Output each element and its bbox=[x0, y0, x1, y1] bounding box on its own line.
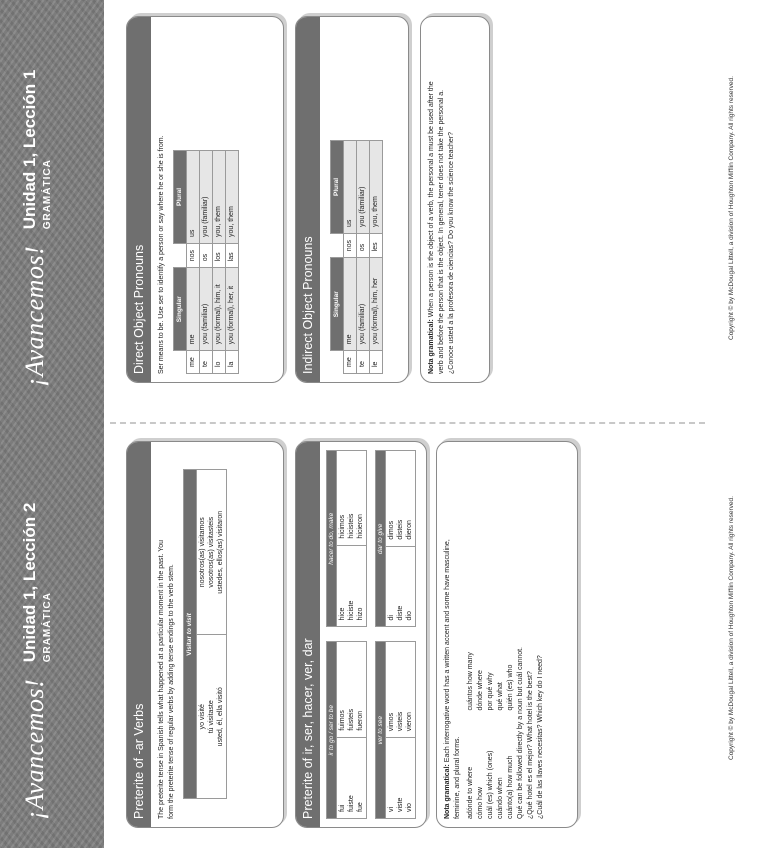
dar-plur-2: disteis bbox=[397, 519, 404, 540]
direct-object-table bbox=[173, 150, 239, 374]
io-s-2: te bbox=[357, 351, 370, 374]
word-2: cómo how bbox=[477, 787, 484, 819]
visitar-verb: Visitar bbox=[186, 636, 193, 656]
do-pen-2: you (familiar) bbox=[200, 150, 213, 243]
indirect-object-table bbox=[330, 140, 383, 374]
left-nota-text-2: feminine, and plural forms. bbox=[454, 736, 461, 819]
preterite-ar-box bbox=[126, 441, 284, 828]
word-7: dónde where bbox=[477, 670, 484, 711]
visitar-plur-2: vosotros(as) visitasteis bbox=[208, 516, 215, 588]
hacer-sing-1: hice bbox=[339, 607, 346, 621]
word-1: adónde to where bbox=[467, 766, 474, 819]
do-s-1: me bbox=[187, 351, 200, 374]
indirect-singular-label: Singular bbox=[331, 258, 344, 351]
do-pen-4: you, them bbox=[226, 150, 239, 243]
hacer-plur-2: hicisteis bbox=[348, 513, 355, 539]
io-p-2: os bbox=[357, 233, 370, 257]
left-nota-text-1: Each interrogative word has a written accent and some have masculine, bbox=[444, 539, 451, 763]
visitar-sing-2: tú visitaste bbox=[208, 700, 215, 734]
word-6: cuántos how many bbox=[467, 652, 474, 711]
hacer-sing-2: hiciste bbox=[348, 600, 355, 621]
preterite-ar-title: Preterite of -ar Verbs bbox=[127, 442, 151, 827]
right-brand: ¡Avancemos! bbox=[20, 245, 49, 387]
io-p-1: nos bbox=[344, 233, 357, 257]
do-s-3: lo bbox=[213, 351, 226, 374]
left-header bbox=[20, 503, 53, 820]
left-section: GRAMÁTICA bbox=[42, 592, 53, 663]
dar-sing-3: dio bbox=[406, 611, 413, 621]
left-nota-label: Nota gramatical: bbox=[444, 764, 451, 819]
preterite-ar-intro-1: The preterite tense in Spanish tells what happened at a particular moment in the past. You bbox=[158, 539, 165, 819]
do-sen-4: you (formal), her, it bbox=[226, 268, 239, 351]
hacer-sing-3: hizo bbox=[357, 607, 364, 621]
do-p-2: os bbox=[200, 243, 213, 267]
dar-sing-1: di bbox=[388, 615, 395, 621]
ver-table bbox=[375, 642, 416, 820]
direct-object-intro: Ser means to be. Use ser to identify a person or say where he or she is from. bbox=[158, 135, 165, 374]
word-5: cuánto(a) how much bbox=[507, 755, 514, 819]
word-8: por qué why bbox=[487, 672, 494, 711]
do-pen-1: us bbox=[187, 150, 200, 243]
left-nota-line-1: Qué can be followed directly by a noun but cuál cannot. bbox=[517, 647, 524, 819]
left-nota-box bbox=[436, 441, 578, 828]
right-copyright: Copyright © by McDougal Littell, a division of Houghton Mifflin Company. All rights reserved. bbox=[728, 76, 735, 340]
visitar-sing-1: yo visité bbox=[199, 704, 206, 730]
word-9: qué what bbox=[497, 682, 504, 711]
fold-divider bbox=[110, 422, 705, 424]
left-unit: Unidad 1, Lección 2 bbox=[20, 502, 39, 663]
dar-plur-3: dieron bbox=[406, 520, 413, 540]
right-section: GRAMÁTICA bbox=[42, 159, 53, 230]
ir-plur-3: fueron bbox=[357, 710, 364, 731]
hacer-plur-1: hicimos bbox=[339, 514, 346, 539]
dar-plur-1: dimos bbox=[388, 520, 395, 540]
ver-sing-1: vi bbox=[388, 806, 395, 812]
right-nota-box bbox=[420, 16, 490, 383]
dar-sing-2: diste bbox=[397, 605, 404, 621]
right-unit: Unidad 1, Lección 1 bbox=[20, 69, 39, 230]
indirect-plural-label: Plural bbox=[331, 140, 344, 233]
io-pen-3: you, them bbox=[370, 140, 383, 233]
direct-plural-label: Plural bbox=[174, 150, 187, 243]
visitar-plur-3: ustedes, ellos(as) visitaron bbox=[217, 510, 224, 594]
right-nota-text-2: verb and before the person that is the object. In general, tener does not take the personal a. bbox=[438, 89, 445, 374]
left-nota-line-2: ¿Qué hotel es el mejor? What hotel is the best? bbox=[527, 671, 534, 819]
direct-singular-label: Singular bbox=[174, 268, 187, 351]
ver-plur-2: visteis bbox=[397, 711, 404, 732]
indirect-object-box bbox=[295, 16, 409, 383]
left-nota-line-3: ¿Cuál de las llaves necesitas? Which key do I need? bbox=[537, 655, 544, 819]
do-pen-3: you, them bbox=[213, 150, 226, 243]
do-p-4: las bbox=[226, 243, 239, 267]
ver-sing-3: vio bbox=[406, 803, 413, 812]
ir-sing-2: fuiste bbox=[348, 795, 355, 812]
right-nota-text-3: ¿Conoce usted a la profesora de ciencias? Do you know the science teacher? bbox=[448, 131, 455, 374]
preterite-irregular-box bbox=[295, 441, 427, 828]
visitar-plur-1: nosotros(as) visitamos bbox=[199, 517, 206, 588]
io-pen-2: you (familiar) bbox=[357, 140, 370, 233]
left-copyright: Copyright © by McDougal Littell, a division of Houghton Mifflin Company. All rights reserved. bbox=[728, 496, 735, 760]
visitar-sing-3: usted, él, ella visitó bbox=[217, 687, 224, 747]
right-header bbox=[20, 70, 53, 387]
ir-sing-1: fui bbox=[339, 804, 346, 812]
ir-sing-3: fue bbox=[357, 802, 364, 812]
right-nota-text-1: When a person is the object of a verb, the personal a must be used after the bbox=[428, 81, 435, 318]
ir-ser-header: ir to go / ser to be bbox=[327, 642, 337, 819]
io-sen-2: you (familiar) bbox=[357, 258, 370, 351]
direct-object-box bbox=[126, 16, 284, 383]
ir-plur-2: fuisteis bbox=[348, 708, 355, 731]
do-p-3: los bbox=[213, 243, 226, 267]
io-sen-1: me bbox=[344, 258, 357, 351]
dar-header: dar to give bbox=[376, 451, 386, 628]
ver-plur-3: vieron bbox=[406, 712, 413, 732]
dar-table bbox=[375, 450, 416, 628]
io-pen-1: us bbox=[344, 140, 357, 233]
direct-object-title: Direct Object Pronouns bbox=[127, 17, 151, 382]
hacer-plur-3: hicieron bbox=[357, 514, 364, 539]
header-band bbox=[0, 0, 104, 848]
do-sen-1: me bbox=[187, 268, 200, 351]
io-sen-3: you (formal), him, her bbox=[370, 258, 383, 351]
word-3: cuál (es) which (ones) bbox=[487, 750, 494, 819]
do-s-4: la bbox=[226, 351, 239, 374]
do-sen-2: you (familiar) bbox=[200, 268, 213, 351]
indirect-object-title: Indirect Object Pronouns bbox=[296, 17, 320, 382]
right-nota-label: Nota gramatical: bbox=[428, 319, 435, 374]
word-4: cuándo when bbox=[497, 777, 504, 819]
io-s-1: me bbox=[344, 351, 357, 374]
io-p-3: les bbox=[370, 233, 383, 257]
do-s-2: te bbox=[200, 351, 213, 374]
io-s-3: le bbox=[370, 351, 383, 374]
ir-ser-table bbox=[326, 642, 367, 820]
word-10: quién (es) who bbox=[507, 664, 514, 711]
ver-plur-1: vimos bbox=[388, 712, 395, 732]
ver-sing-2: viste bbox=[397, 797, 404, 812]
hacer-table bbox=[326, 450, 367, 628]
visitar-table bbox=[183, 470, 227, 800]
preterite-irregular-title: Preterite of ir, ser, hacer, ver, dar bbox=[296, 442, 320, 827]
visitar-meaning: to visit bbox=[186, 613, 193, 635]
ir-plur-1: fuimos bbox=[339, 710, 346, 731]
hacer-header: hacer to do, make bbox=[327, 451, 337, 628]
preterite-ar-intro-2: form the preterite tense of regular verbs by adding tense endings to the verb stem. bbox=[168, 564, 175, 819]
left-brand: ¡Avancemos! bbox=[20, 678, 49, 820]
ver-header: ver to see bbox=[376, 642, 386, 819]
do-sen-3: you (formal), him, it bbox=[213, 268, 226, 351]
do-p-1: nos bbox=[187, 243, 200, 267]
